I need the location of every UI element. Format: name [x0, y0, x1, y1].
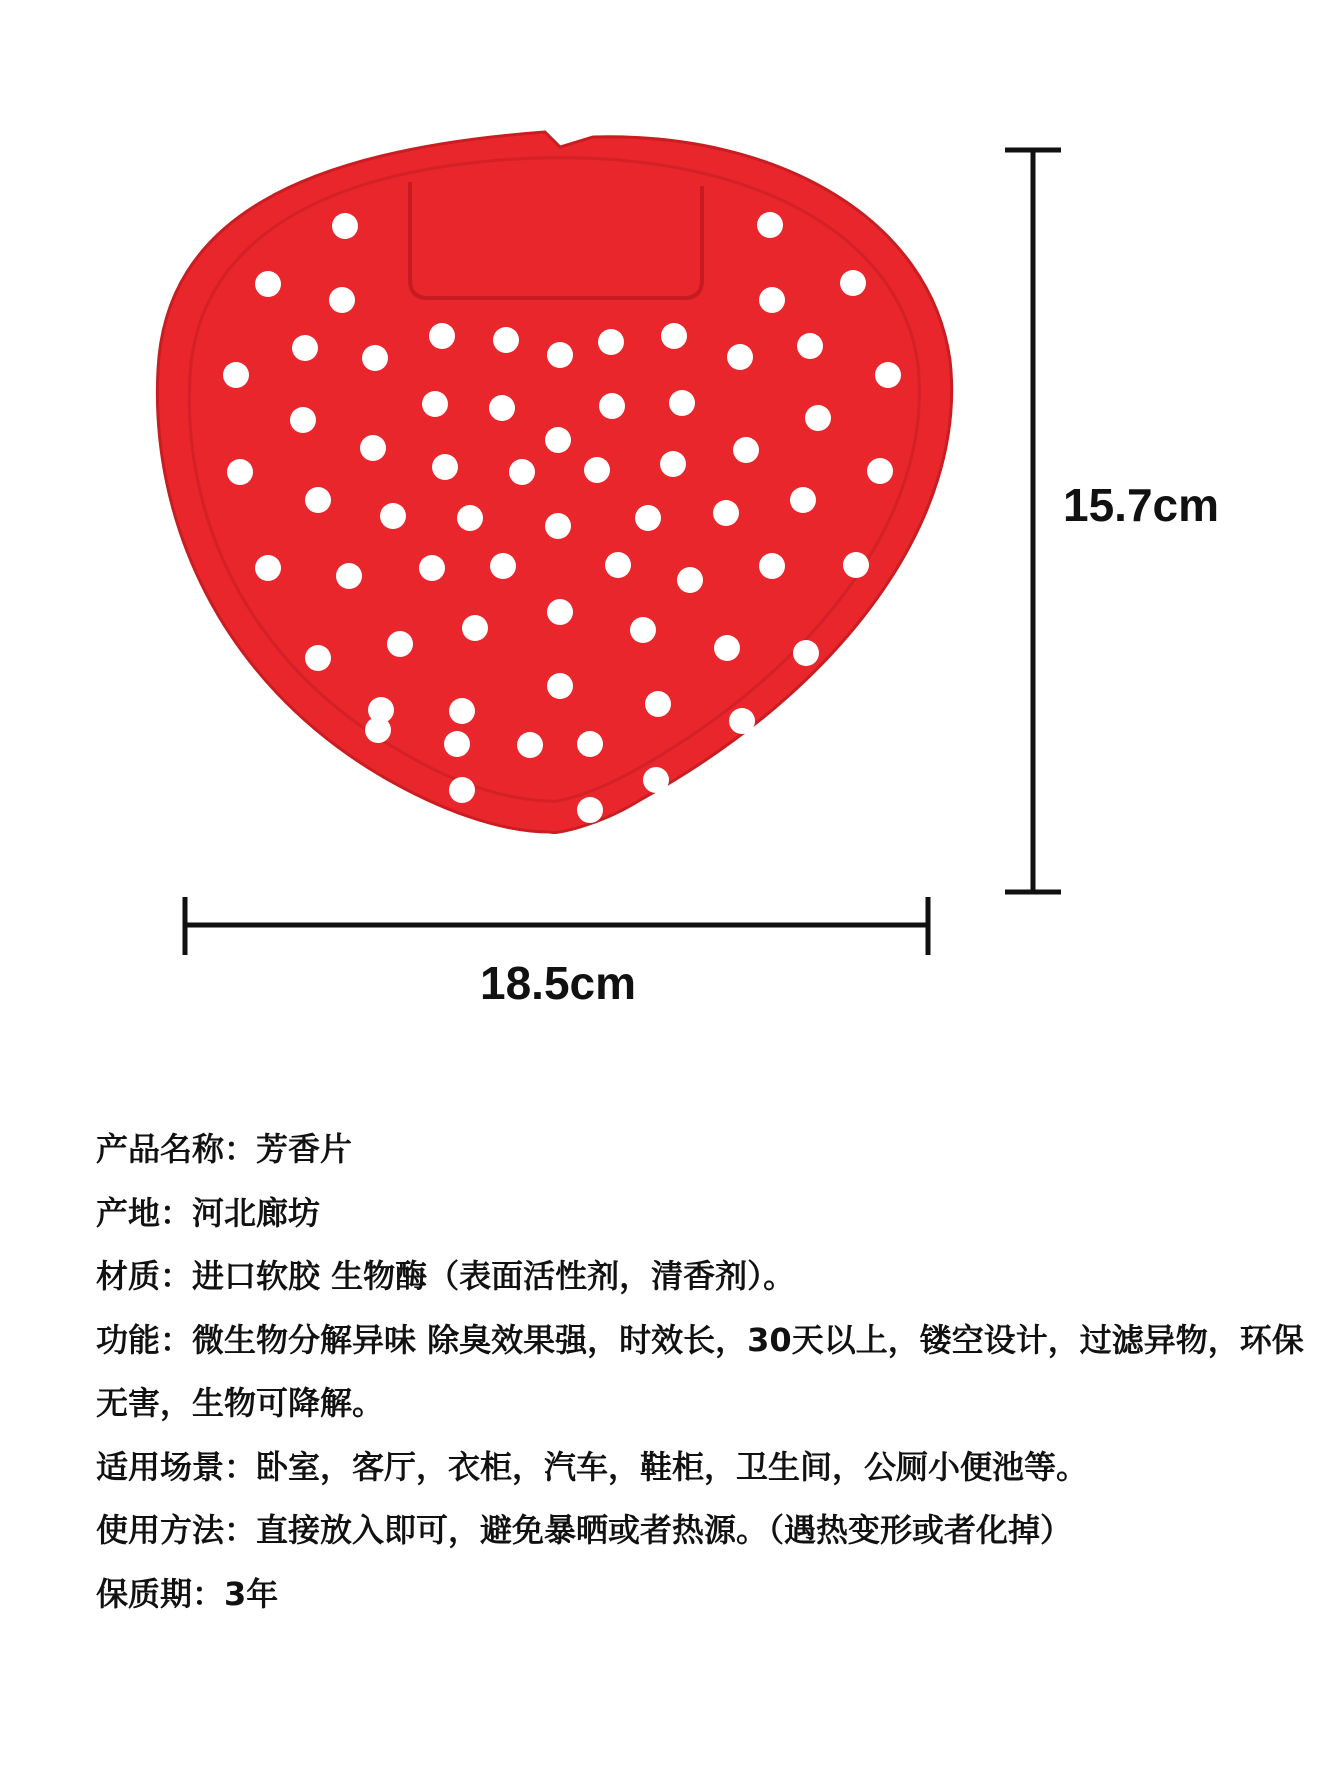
height-measurement-label: 15.7cm: [1063, 479, 1220, 531]
mat-hole: [545, 427, 571, 453]
mat-hole: [669, 390, 695, 416]
mat-hole: [635, 505, 661, 531]
mat-hole: [661, 323, 687, 349]
spec-value: 微生物分解异味 除臭效果强，时效长，30天以上，镂空设计，过滤异物，环保无害，生物可降解。: [96, 1320, 1304, 1422]
spec-value: 芳香片: [256, 1130, 353, 1168]
mat-hole: [577, 797, 603, 823]
mat-hole: [643, 767, 669, 793]
spec-line: [96, 1499, 1306, 1563]
mat-hole: [387, 631, 413, 657]
spec-value: 3年: [224, 1574, 279, 1613]
spec-line: [96, 1563, 1306, 1627]
mat-hole: [759, 287, 785, 313]
mat-hole: [598, 329, 624, 355]
spec-label: 产地：: [96, 1193, 193, 1232]
mat-hole: [336, 563, 362, 589]
mat-hole: [227, 459, 253, 485]
mat-hole: [733, 437, 759, 463]
mat-body: [157, 132, 951, 833]
mat-hole: [429, 323, 455, 349]
spec-value: 直接放入即可，避免暴晒或者热源。（遇热变形或者化掉）: [256, 1511, 1073, 1549]
mat-hole: [509, 459, 535, 485]
spec-label: 产品名称：: [96, 1130, 257, 1168]
mat-hole: [547, 599, 573, 625]
spec-value: 进口软胶 生物酶（表面活性剂，清香剂）。: [192, 1257, 796, 1295]
spec-line: [96, 1245, 1306, 1309]
mat-hole: [444, 731, 470, 757]
mat-hole: [422, 391, 448, 417]
spec-label: 适用场景：: [96, 1447, 257, 1486]
width-measurement-label: 18.5cm: [480, 957, 637, 1009]
mat-hole: [584, 457, 610, 483]
spec-line: [96, 1182, 1306, 1246]
mat-hole: [677, 567, 703, 593]
spec-label: 功能：: [96, 1320, 193, 1359]
mat-hole: [547, 673, 573, 699]
mat-hole: [365, 717, 391, 743]
mat-hole: [714, 635, 740, 661]
mat-hole: [840, 270, 866, 296]
mat-hole: [419, 555, 445, 581]
mat-hole: [790, 487, 816, 513]
mat-hole: [577, 731, 603, 757]
mat-hole: [729, 708, 755, 734]
urinal-screen-image: [157, 132, 951, 833]
mat-hole: [517, 732, 543, 758]
spec-label: 使用方法：: [96, 1511, 257, 1549]
mat-hole: [305, 487, 331, 513]
mat-hole: [493, 327, 519, 353]
mat-hole: [305, 645, 331, 671]
height-dimension-bar: [1005, 150, 1061, 892]
spec-line: [96, 1118, 1306, 1182]
mat-hole: [489, 395, 515, 421]
mat-hole: [457, 505, 483, 531]
mat-hole: [490, 553, 516, 579]
mat-hole: [223, 362, 249, 388]
mat-hole: [797, 333, 823, 359]
width-dimension-bar: [185, 897, 928, 955]
mat-hole: [630, 617, 656, 643]
spec-line: [96, 1436, 1306, 1500]
mat-hole: [462, 615, 488, 641]
mat-hole: [793, 640, 819, 666]
mat-hole: [759, 553, 785, 579]
mat-hole: [843, 552, 869, 578]
mat-hole: [867, 458, 893, 484]
mat-hole: [805, 405, 831, 431]
mat-hole: [360, 435, 386, 461]
spec-label: 保质期：: [96, 1574, 225, 1613]
mat-hole: [645, 691, 671, 717]
mat-hole: [757, 212, 783, 238]
spec-label: 材质：: [96, 1257, 193, 1295]
mat-hole: [547, 342, 573, 368]
mat-hole: [713, 500, 739, 526]
mat-hole: [292, 335, 318, 361]
mat-hole: [432, 454, 458, 480]
mat-hole: [449, 777, 475, 803]
mat-hole: [660, 451, 686, 477]
mat-hole: [605, 552, 631, 578]
spec-value: 卧室，客厅，衣柜，汽车，鞋柜，卫生间，公厕小便池等。: [256, 1447, 1089, 1486]
mat-hole: [362, 345, 388, 371]
mat-hole: [329, 287, 355, 313]
mat-hole: [545, 513, 571, 539]
mat-hole: [255, 271, 281, 297]
mat-hole: [290, 407, 316, 433]
mat-hole: [875, 362, 901, 388]
product-spec-list: [96, 1118, 1306, 1626]
mat-hole: [332, 213, 358, 239]
mat-hole: [727, 344, 753, 370]
spec-value: 河北廊坊: [192, 1193, 321, 1232]
spec-line: [96, 1309, 1306, 1436]
mat-hole: [255, 555, 281, 581]
mat-hole: [380, 503, 406, 529]
mat-hole: [449, 698, 475, 724]
mat-hole: [599, 393, 625, 419]
